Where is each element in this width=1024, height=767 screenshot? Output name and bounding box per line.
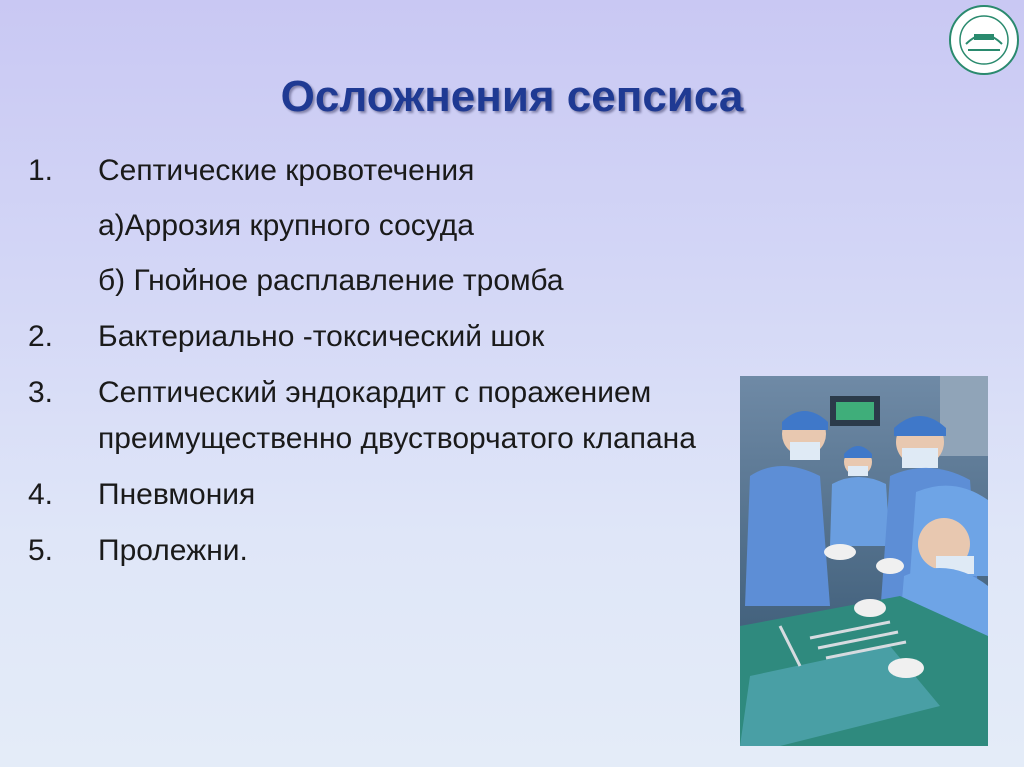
list-item-number: 4. [28, 478, 54, 511]
list-subitem: а)Аррозия крупного сосуда [98, 209, 474, 242]
list-item-number: 2. [28, 320, 54, 353]
list-item-number: 1. [28, 154, 54, 187]
list-subitem: б) Гнойное расплавление тромба [98, 264, 564, 297]
list-item-text: Пролежни. [98, 534, 248, 567]
surgery-team-photo [740, 376, 988, 746]
list-item-text: Септический эндокардит с поражением [98, 376, 652, 409]
list-item-text: Септические кровотечения [98, 154, 475, 187]
list-item-number: 3. [28, 376, 54, 409]
list-item-text: Пневмония [98, 478, 256, 511]
page-title: Осложнения сепсиса [280, 72, 744, 121]
list-item-number: 5. [28, 534, 54, 567]
list-item-continuation: преимущественно двустворчатого клапана [98, 422, 696, 455]
list-item-text: Бактериально -токсический шок [98, 320, 545, 353]
